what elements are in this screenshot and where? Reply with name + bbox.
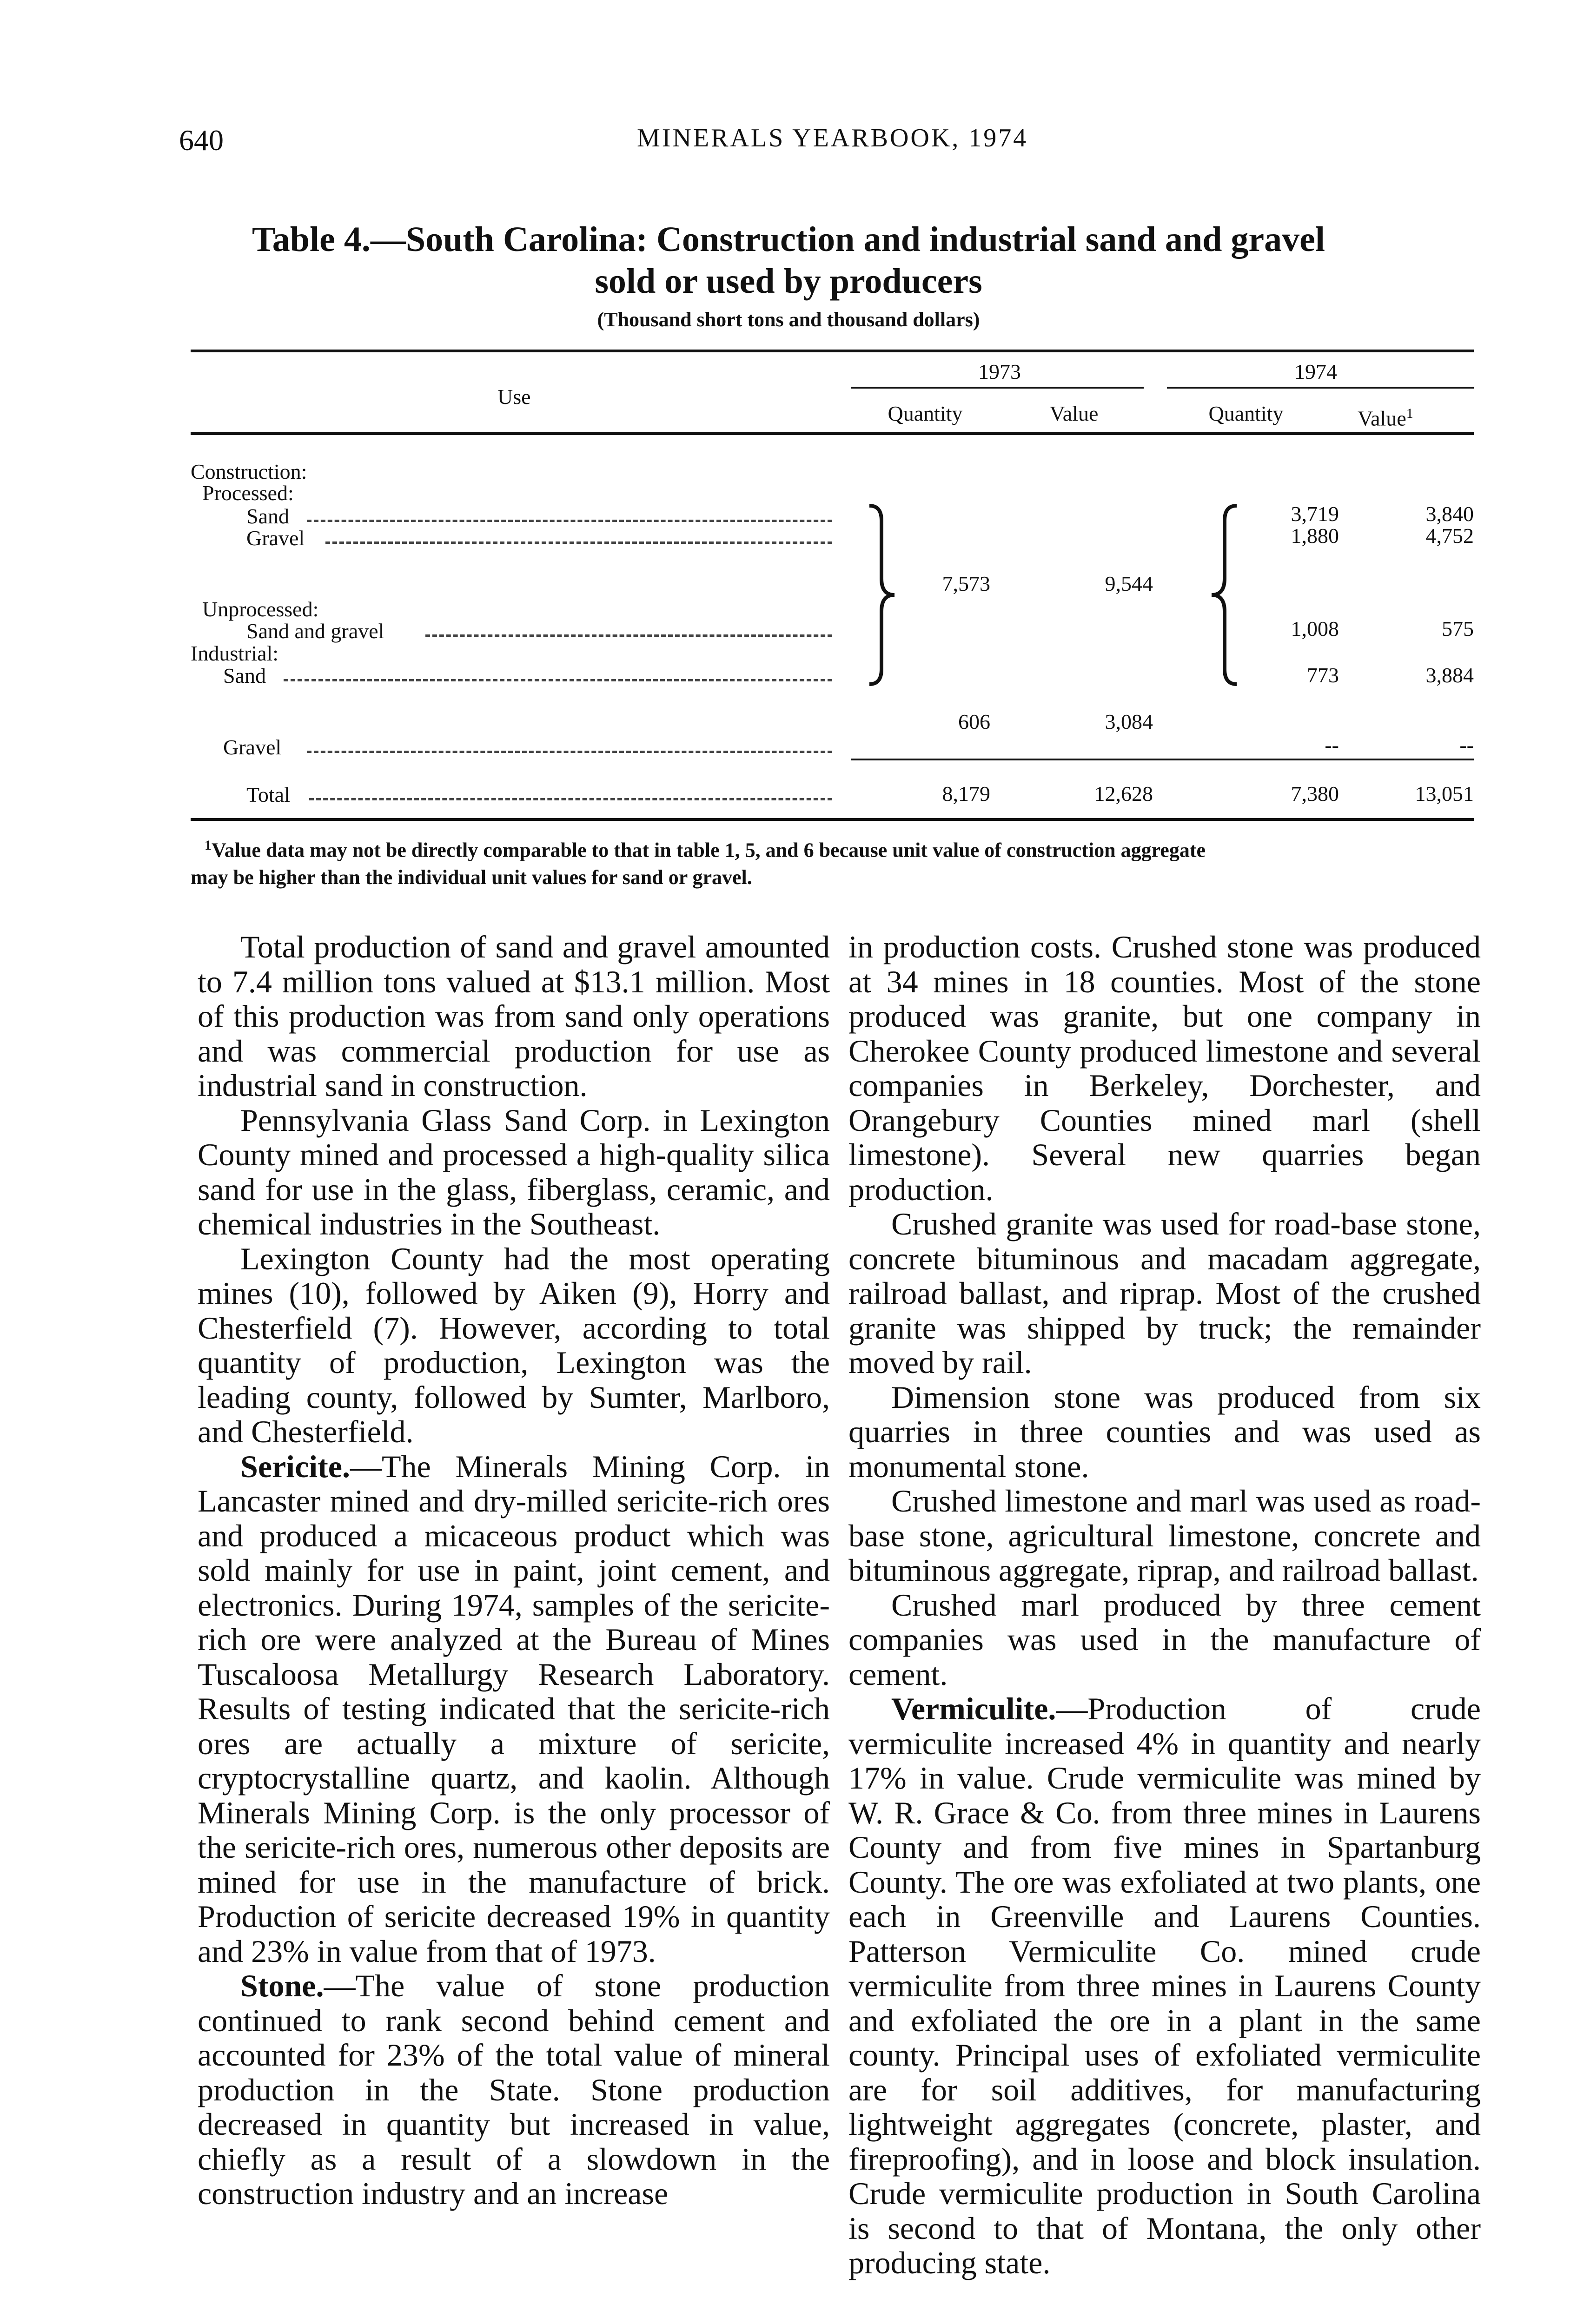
col-quantity-1973: Quantity <box>888 402 963 425</box>
col-value-1973: Value <box>1049 402 1099 425</box>
col-use-header: Use <box>497 385 531 409</box>
row-sand-and-gravel: Sand and gravel <box>246 619 384 643</box>
stone-heading: Stone. <box>240 1968 324 2003</box>
brace-1974 <box>1204 502 1241 688</box>
rule-1974 <box>1167 387 1474 389</box>
row-processed-sand: Sand <box>246 504 289 528</box>
leader-industrial-gravel <box>307 751 832 753</box>
table-title-line1: Table 4.—South Carolina: Construction and industrial sand and gravel <box>252 220 1325 259</box>
body-column-left <box>198 930 830 2211</box>
year-1974-header: 1974 <box>1294 360 1337 383</box>
v1974-industrial-gravel: -- <box>1459 733 1474 757</box>
leader-sand-and-gravel <box>425 634 832 637</box>
paragraph-crushed-marl: Crushed marl produced by three cement companies was used in the manufacture of cement. <box>848 1587 1481 1692</box>
table-top-rule <box>191 350 1474 352</box>
q1974-sand: 3,719 <box>1291 502 1339 526</box>
table-header-rule <box>191 432 1474 435</box>
vermiculite-heading: Vermiculite. <box>891 1691 1056 1726</box>
body-column-right <box>848 930 1481 2280</box>
table-units: (Thousand short tons and thousand dollars) <box>597 308 980 331</box>
running-head: MINERALS YEARBOOK, 1974 <box>637 124 1028 152</box>
v1974-sand: 3,840 <box>1425 502 1474 526</box>
paragraph-sand-gravel-production: Total production of sand and gravel amounted to 7.4 million tons valued at $13.1 million. Most of this production was from sand only operations and was commercial production for use as industrial sand in construction. <box>198 929 830 1103</box>
footnote-line1: $^1$Value data may not be directly comparable to that in table 1, 5, and 6 because unit value of construction aggregate <box>205 838 1206 862</box>
q1974-total: 7,380 <box>1291 782 1339 805</box>
row-construction: Construction: <box>191 460 307 483</box>
table-total-rule <box>851 759 1474 760</box>
year-1973-header: 1973 <box>978 360 1021 383</box>
q1974-gravel: 1,880 <box>1291 524 1339 548</box>
q1973-total: 8,179 <box>942 782 990 805</box>
leader-total <box>309 798 832 800</box>
paragraph-stone-continued: in production costs. Crushed stone was produced at 34 mines in 18 counties. Most of the stone produced was granite, but one company in Cherokee County produced limestone and several companies in Berkeley, Dorchester, and Orangebury Counties mined marl (shell limestone). Several new quarries began production. <box>848 929 1481 1207</box>
v1974-sand-and-gravel: 575 <box>1442 617 1474 640</box>
page-header <box>0 123 1577 165</box>
v1973-construction: 9,544 <box>1105 572 1153 595</box>
sericite-heading: Sericite. <box>240 1448 350 1484</box>
leader-gravel <box>325 541 832 544</box>
q1974-industrial-gravel: -- <box>1325 733 1339 757</box>
paragraph-crushed-granite: Crushed granite was used for road-base stone, concrete bituminous and macadam aggregate, railroad ballast, and riprap. Most of the crushed granite was shipped by truck; the remainder moved by rail. <box>848 1206 1481 1380</box>
table-title-line2: sold or used by producers <box>595 262 982 301</box>
col-quantity-1974: Quantity <box>1208 402 1284 425</box>
col-value-1974: Value$^1$ <box>1358 406 1413 430</box>
paragraph-vermiculite: Vermiculite.—Production of crude vermiculite increased 4% in quantity and nearly 17% in value. Crude vermiculite was mined by W. R. Grace & Co. from three mines in Laurens County and from five mines in Spartanburg County. The ore was exfoliated at two plants, one each in Greenville and Laurens Counties. Patterson Vermiculite Co. mined crude vermiculite from three mines in Laurens County and exfoliated the ore in a plant in the same county. Principal uses of exfoliated vermiculite are for soil additives, for manufacturing lightweight aggregates (concrete, plaster, and fireproofing), and in loose and block insulation. Crude vermiculite production in South Carolina is second to that of Montana, the only other producing state. <box>848 1691 1481 2280</box>
row-total: Total <box>246 783 290 806</box>
row-industrial: Industrial: <box>191 641 279 665</box>
page-number: 640 <box>179 124 224 157</box>
leader-sand <box>307 520 832 522</box>
leader-industrial-sand <box>284 679 832 681</box>
row-processed-gravel: Gravel <box>246 526 305 550</box>
paragraph-lexington-county: Lexington County had the most operating mines (10), followed by Aiken (9), Horry and Chesterfield (7). However, according to total quantity of production, Lexington was the leading county, followed by Sumter, Marlboro, and Chesterfield. <box>198 1241 830 1449</box>
rule-1973 <box>851 387 1144 389</box>
q1973-industrial: 606 <box>958 710 990 733</box>
q1974-industrial-sand: 773 <box>1307 663 1339 687</box>
v1974-gravel: 4,752 <box>1425 524 1474 548</box>
footnote-mark: 1 <box>205 838 212 853</box>
row-industrial-gravel: Gravel <box>223 735 282 759</box>
v1974-industrial-sand: 3,884 <box>1425 663 1474 687</box>
value-footnote-mark: 1 <box>1406 406 1413 421</box>
paragraph-pennsylvania-glass: Pennsylvania Glass Sand Corp. in Lexington County mined and processed a high-quality silica sand for use in the glass, fiberglass, ceramic, and chemical industries in the Southeast. <box>198 1102 830 1241</box>
row-processed: Processed: <box>202 481 294 505</box>
q1973-construction: 7,573 <box>942 572 990 595</box>
paragraph-sericite: Sericite.—The Minerals Mining Corp. in Lancaster mined and dry-milled sericite-rich ores and produced a micaceous product which was sold mainly for use in paint, joint cement, and electronics. During 1974, samples of the sericite-rich ore were analyzed at the Bureau of Mines Tuscaloosa Metallurgy Research Laboratory. Results of testing indicated that the sericite-rich ores are actually a mixture of sericite, cryptocrystalline quartz, and kaolin. Although Minerals Mining Corp. is the only processor of the sericite-rich ores, numerous other deposits are mined for use in the manufacture of brick. Production of sericite decreased 19% in quantity and 23% in value from that of 1973. <box>198 1448 830 1969</box>
paragraph-stone: Stone.—The value of stone production continued to rank second behind cement and accounted for 23% of the total value of mineral production in the State. Stone production decreased in quantity but increased in value, chiefly as a result of a slowdown in the construction industry and an increase <box>198 1968 830 2211</box>
brace-1973 <box>865 502 902 688</box>
paragraph-dimension-stone: Dimension stone was produced from six quarries in three counties and was used as monumental stone. <box>848 1379 1481 1484</box>
v1973-industrial: 3,084 <box>1105 710 1153 733</box>
v1973-total: 12,628 <box>1094 782 1153 805</box>
table-bottom-rule <box>191 818 1474 821</box>
paragraph-limestone-marl: Crushed limestone and marl was used as road-base stone, agricultural limestone, concrete and bituminous aggregate, riprap, and railroad ballast. <box>848 1483 1481 1588</box>
footnote-line2: may be higher than the individual unit values for sand or gravel. <box>191 865 752 889</box>
row-industrial-sand: Sand <box>223 664 266 687</box>
row-unprocessed: Unprocessed: <box>202 597 319 621</box>
table-footnote <box>191 832 1474 891</box>
q1974-sand-and-gravel: 1,008 <box>1291 617 1339 640</box>
v1974-total: 13,051 <box>1415 782 1474 805</box>
